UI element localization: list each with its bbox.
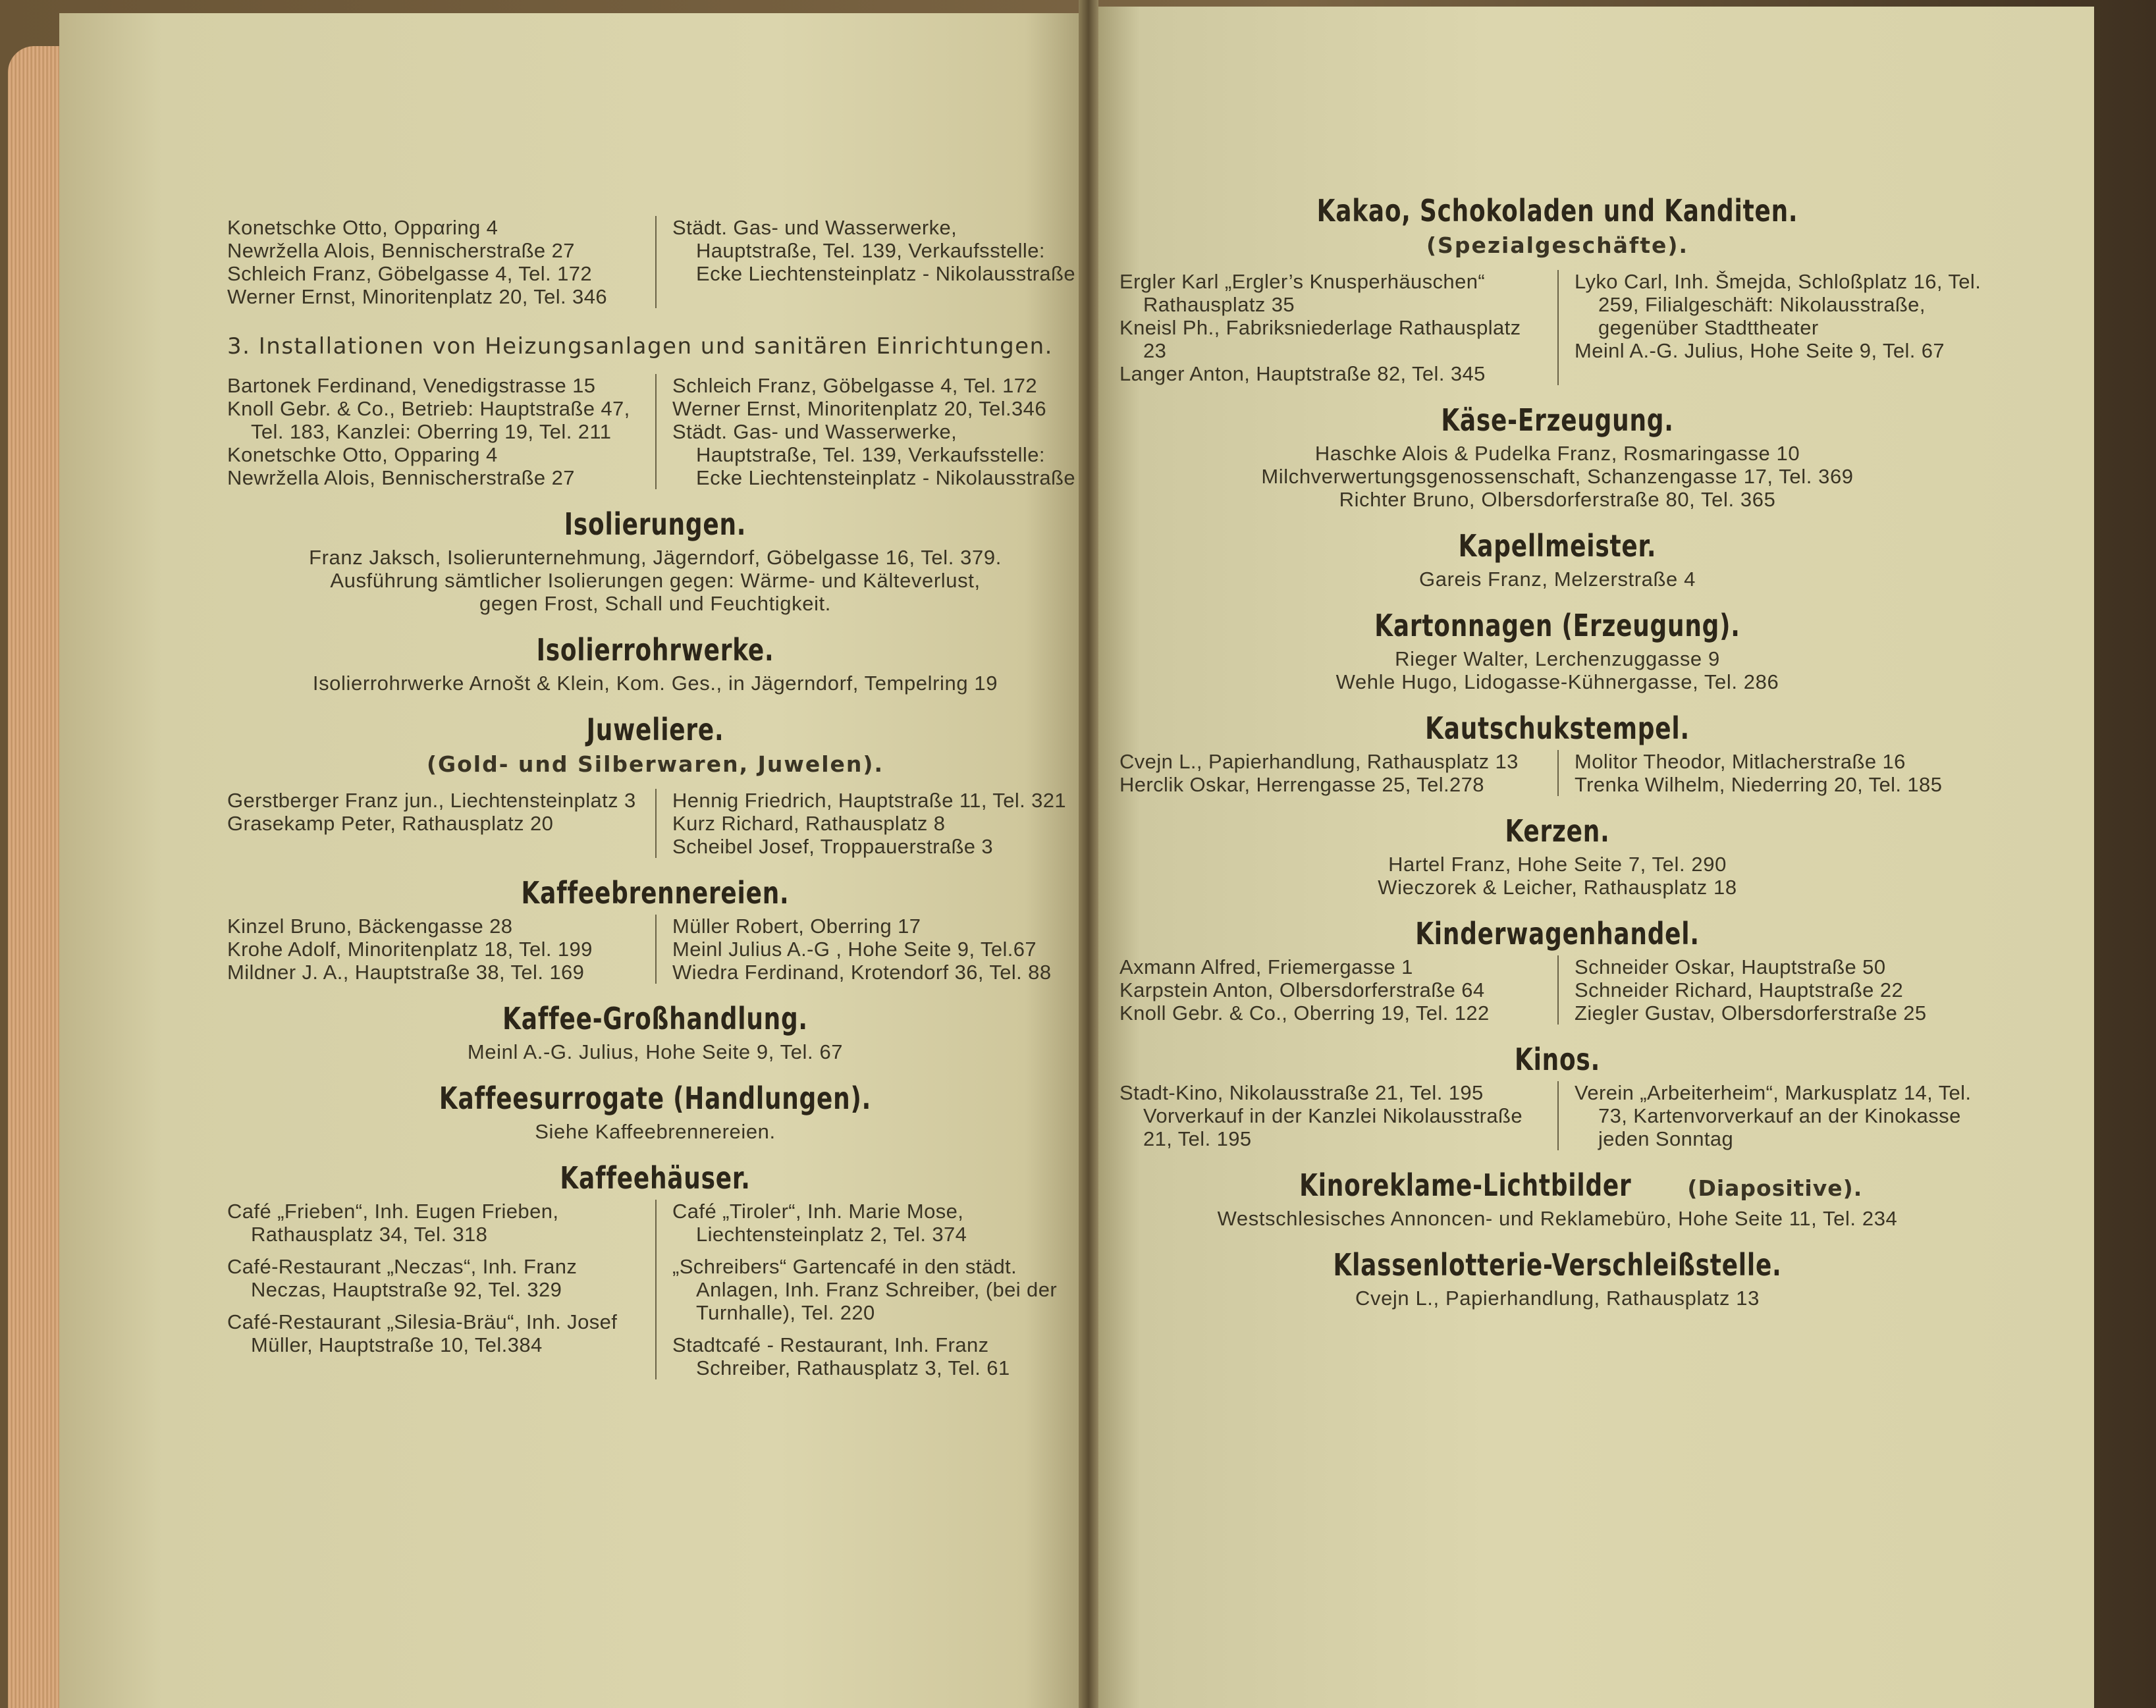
directory-line: Cvejn L., Papierhandlung, Rathausplatz 13: [1355, 1287, 1760, 1310]
directory-entry: Scheibel Josef, Troppauerstraße 3: [672, 835, 994, 858]
directory-line: Haschke Alois & Pudelka Franz, Rosmaringasse 10: [1314, 442, 1800, 465]
directory-entry: Ziegler Gustav, Olbersdorferstraße 25: [1575, 1001, 1927, 1025]
directory-entry: Molitor Theodor, Mitlacherstraße 16: [1575, 750, 1906, 773]
right-column: [655, 915, 1083, 984]
heading-kerzen: Kerzen.: [1505, 813, 1610, 849]
directory-entry: Kurz Richard, Rathausplatz 8: [672, 812, 946, 835]
right-column: [1557, 1081, 1995, 1150]
subheading-kakao: (Spezialgeschäfte).: [1426, 232, 1689, 258]
heading-kinderwagen: Kinderwagenhandel.: [1415, 916, 1700, 951]
directory-line: Ausführung sämtlicher Isolierungen gegen: Wärme- und Kälteverlust,: [330, 569, 981, 592]
heading-kinos: Kinos.: [1515, 1042, 1600, 1077]
klassenlotterie-lines: [1119, 1287, 1995, 1310]
directory-entry: Werner Ernst, Minoritenplatz 20, Tel. 346: [227, 285, 607, 308]
right-column: [655, 374, 1083, 489]
directory-entry: Grasekamp Peter, Rathausplatz 20: [227, 812, 554, 835]
directory-entry: Meinl A.-G. Julius, Hohe Seite 9, Tel. 67: [1575, 339, 1945, 362]
right-column: [1557, 750, 1995, 796]
directory-entry: Schneider Richard, Hauptstraße 22: [1575, 978, 1904, 1001]
directory-line: Meinl A.-G. Julius, Hohe Seite 9, Tel. 67: [467, 1040, 844, 1063]
directory-line: Hartel Franz, Hohe Seite 7, Tel. 290: [1388, 853, 1727, 876]
installationen-entries: [227, 374, 1083, 489]
directory-line: Wieczorek & Leicher, Rathausplatz 18: [1378, 876, 1737, 899]
top-continued-block: [227, 216, 1083, 308]
right-column: [655, 216, 1083, 308]
heading-kaese: Käse-Erzeugung.: [1441, 402, 1674, 438]
kinderwagen-entries: [1119, 955, 1995, 1025]
kinoreklame-lines: [1119, 1207, 1995, 1230]
directory-entry: Café-Restaurant „Silesia-Bräu“, Inh. Josef Müller, Hauptstraße 10, Tel.384: [227, 1310, 618, 1356]
directory-entry: Krohe Adolf, Minoritenplatz 18, Tel. 199: [227, 938, 593, 961]
directory-line: gegen Frost, Schall und Feuchtigkeit.: [479, 592, 831, 615]
left-column: [1119, 750, 1557, 796]
kaese-lines: [1119, 442, 1995, 511]
directory-line: Wehle Hugo, Lidogasse-Kühnergasse, Tel. 286: [1335, 670, 1779, 693]
directory-entry: Müller Robert, Oberring 17: [672, 915, 921, 938]
left-column: [227, 789, 655, 858]
directory-entry: Knoll Gebr. & Co., Betrieb: Hauptstraße 47, Tel. 183, Kanzlei: Oberring 19, Tel. 211: [227, 397, 630, 443]
directory-line: Siehe Kaffeebrennereien.: [535, 1120, 776, 1143]
directory-entry: Newržella Alois, Bennischerstraße 27: [227, 466, 575, 489]
directory-entry: Wiedra Ferdinand, Krotendorf 36, Tel. 88: [672, 961, 1052, 984]
directory-line: Isolierrohrwerke Arnošt & Klein, Kom. Ges., in Jägerndorf, Tempelring 19: [312, 672, 998, 695]
right-column: [655, 1200, 1083, 1379]
directory-entry: Meinl Julius A.-G , Hohe Seite 9, Tel.67: [672, 938, 1037, 961]
kaffee-grosshandlung-lines: [227, 1040, 1083, 1063]
heading-klassenlotterie: Klassenlotterie-Verschleißstelle.: [1333, 1247, 1782, 1283]
kinos-entries: [1119, 1081, 1995, 1150]
right-column: [655, 789, 1083, 858]
subheading-juweliere: (Gold- und Silberwaren, Juwelen).: [426, 751, 884, 777]
heading-kautschukstempel: Kautschukstempel.: [1425, 710, 1690, 746]
directory-entry: Konetschke Otto, Opparing 4: [227, 443, 498, 466]
directory-entry: Verein „Arbeiterheim“, Markusplatz 14, Tel. 73, Kartenvorverkauf an der Kinokasse jeden Sonntag: [1575, 1081, 1972, 1150]
isolierrohrwerke-lines: [227, 672, 1083, 695]
directory-entry: Städt. Gas- und Wasserwerke, Hauptstraße, Tel. 139, Verkaufsstelle: Ecke Liechtensteinplatz - Nikolausstraße: [672, 216, 1075, 285]
directory-line: Gareis Franz, Melzerstraße 4: [1419, 568, 1696, 591]
directory-entry: Hennig Friedrich, Hauptstraße 11, Tel. 321: [672, 789, 1067, 812]
heading-juweliere: Juweliere.: [586, 712, 724, 747]
directory-entry: Café „Frieben“, Inh. Eugen Frieben, Rathausplatz 34, Tel. 318: [227, 1200, 559, 1246]
heading-kaffeesurrogate: Kaffeesurrogate (Handlungen).: [439, 1081, 872, 1116]
left-column: [1119, 1081, 1557, 1150]
directory-entry: Kinzel Bruno, Bäckengasse 28: [227, 915, 513, 938]
heading-kartonnagen: Kartonnagen (Erzeugung).: [1374, 608, 1740, 643]
page-edges: [8, 46, 67, 1708]
directory-entry: Kneisl Ph., Fabriksniederlage Rathausplatz 23: [1119, 316, 1521, 362]
directory-entry: Herclik Oskar, Herrengasse 25, Tel.278: [1119, 773, 1484, 796]
left-page-content: [227, 216, 1083, 1379]
heading-kaffeebrennereien: Kaffeebrennereien.: [521, 875, 790, 911]
juweliere-entries: [227, 789, 1083, 858]
directory-entry: Café „Tiroler“, Inh. Marie Mose, Liechtensteinplatz 2, Tel. 374: [672, 1200, 967, 1246]
directory-line: Franz Jaksch, Isolierunternehmung, Jägerndorf, Göbelgasse 16, Tel. 379.: [309, 546, 1002, 569]
right-page-content: [1119, 193, 1995, 1310]
kartonnagen-lines: [1119, 647, 1995, 693]
directory-entry: Schleich Franz, Göbelgasse 4, Tel. 172: [227, 262, 592, 285]
directory-entry: Karpstein Anton, Olbersdorferstraße 64: [1119, 978, 1485, 1001]
left-column: [227, 915, 655, 984]
kapellmeister-lines: [1119, 568, 1995, 591]
directory-line: Milchverwertungsgenossenschaft, Schanzengasse 17, Tel. 369: [1261, 465, 1854, 488]
directory-entry: Stadt-Kino, Nikolausstraße 21, Tel. 195 Vorverkauf in der Kanzlei Nikolausstraße 21, Tel. 195: [1119, 1081, 1523, 1150]
directory-entry: Langer Anton, Hauptstraße 82, Tel. 345: [1119, 362, 1486, 385]
left-column: [1119, 270, 1557, 385]
directory-entry: Bartonek Ferdinand, Venedigstrasse 15: [227, 374, 596, 397]
kinoreklame-paren: (Diapositive).: [1687, 1175, 1863, 1201]
directory-line: Westschlesisches Annoncen- und Reklamebüro, Hohe Seite 11, Tel. 234: [1217, 1207, 1898, 1230]
kinoreklame-heading-row: [1119, 1167, 1995, 1203]
directory-entry: Knoll Gebr. & Co., Oberring 19, Tel. 122: [1119, 1001, 1490, 1025]
directory-entry: Newržella Alois, Bennischerstraße 27: [227, 239, 575, 262]
directory-entry: Gerstberger Franz jun., Liechtensteinplatz 3: [227, 789, 636, 812]
left-column: [227, 216, 655, 308]
kaffeesurrogate-lines: [227, 1120, 1083, 1143]
directory-entry: Café-Restaurant „Neczas“, Inh. Franz Neczas, Hauptstraße 92, Tel. 329: [227, 1255, 578, 1301]
kerzen-lines: [1119, 853, 1995, 899]
right-column: [1557, 270, 1995, 385]
directory-entry: Werner Ernst, Minoritenplatz 20, Tel.346: [672, 397, 1046, 420]
kakao-entries: [1119, 270, 1995, 385]
directory-entry: Mildner J. A., Hauptstraße 38, Tel. 169: [227, 961, 585, 984]
directory-entry: Städt. Gas- und Wasserwerke, Hauptstraße, Tel. 139, Verkaufsstelle: Ecke Liechtensteinplatz - Nikolausstraße: [672, 420, 1075, 489]
heading-kaffee-grosshandlung: Kaffee-Großhandlung.: [502, 1001, 808, 1036]
directory-entry: Schleich Franz, Göbelgasse 4, Tel. 172: [672, 374, 1037, 397]
directory-line: Richter Bruno, Olbersdorferstraße 80, Tel. 365: [1339, 488, 1776, 511]
directory-entry: Lyko Carl, Inh. Šmejda, Schloßplatz 16, Tel. 259, Filialgeschäft: Nikolausstraße, gegenüber Stadttheater: [1575, 270, 1981, 339]
heading-kapellmeister: Kapellmeister.: [1458, 528, 1657, 564]
heading-kinoreklame: Kinoreklame-Lichtbilder: [1299, 1167, 1632, 1203]
directory-entry: Schneider Oskar, Hauptstraße 50: [1575, 955, 1886, 978]
directory-line: Rieger Walter, Lerchenzuggasse 9: [1395, 647, 1720, 670]
heading-kaffeehaeuser: Kaffeehäuser.: [560, 1160, 751, 1196]
section-title-installationen: 3. Installationen von Heizungsanlagen und sanitären Einrichtungen.: [227, 333, 1053, 360]
directory-entry: Axmann Alfred, Friemergasse 1: [1119, 955, 1413, 978]
left-column: [227, 374, 655, 489]
kautschukstempel-entries: [1119, 750, 1995, 796]
left-column: [227, 1200, 655, 1379]
left-column: [1119, 955, 1557, 1025]
directory-entry: Trenka Wilhelm, Niederring 20, Tel. 185: [1575, 773, 1943, 796]
directory-entry: „Schreibers“ Gartencafé in den städt. Anlagen, Inh. Franz Schreiber, (bei der Turnhalle), Tel. 220: [672, 1255, 1058, 1324]
kaffeehaeuser-entries: [227, 1200, 1083, 1379]
kaffeebrennereien-entries: [227, 915, 1083, 984]
isolierungen-lines: [227, 546, 1083, 615]
right-column: [1557, 955, 1995, 1025]
directory-entry: Konetschke Otto, Oppαring 4: [227, 216, 499, 239]
directory-entry: Cvejn L., Papierhandlung, Rathausplatz 13: [1119, 750, 1519, 773]
heading-isolierrohrwerke: Isolierrohrwerke.: [536, 632, 774, 668]
heading-isolierungen: Isolierungen.: [564, 506, 747, 542]
directory-entry: Stadtcafé - Restaurant, Inh. Franz Schreiber, Rathausplatz 3, Tel. 61: [672, 1333, 1010, 1379]
heading-kakao: Kakao, Schokoladen und Kanditen.: [1316, 193, 1798, 228]
directory-entry: Ergler Karl „Ergler’s Knusperhäuschen“ Rathausplatz 35: [1119, 270, 1486, 316]
